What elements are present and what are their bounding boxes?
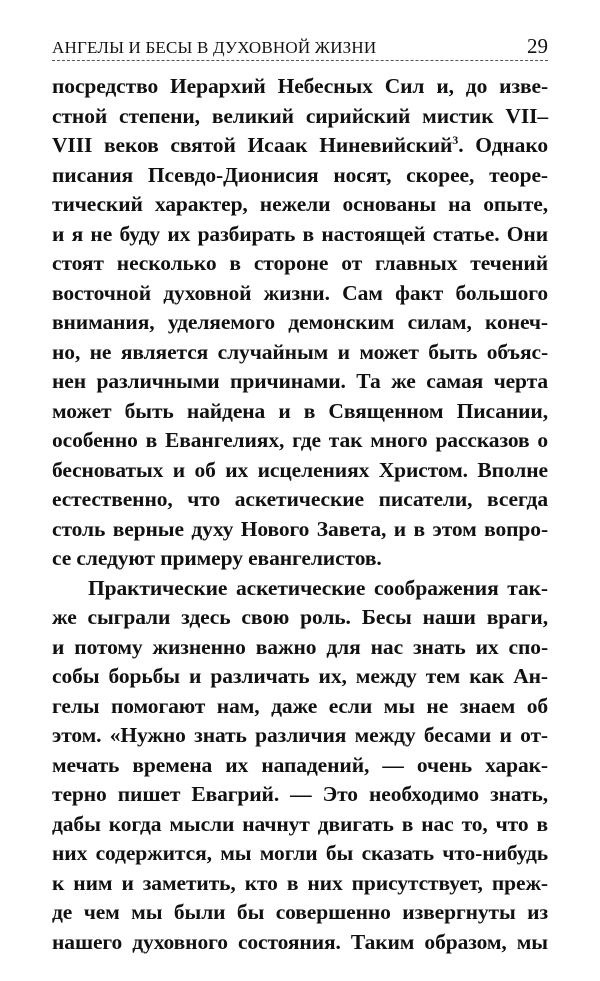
line-text: де чем мы были бы совершенно извергнуты из <box>52 900 548 924</box>
line-text: мечать времена их нападений, — очень харак- <box>52 752 548 777</box>
line-text: них содержится, мы могли бы сказать что-нибудь <box>52 841 548 865</box>
line-text: писания Псевдо-Дионисия носят, скорее, теоре- <box>52 162 548 187</box>
text-line <box>52 485 548 515</box>
text-line <box>52 456 548 486</box>
text-line <box>52 161 548 191</box>
paragraph <box>52 72 548 574</box>
text-line <box>52 692 548 722</box>
line-text: восточной духовной жизни. Сам факт большого <box>52 280 548 305</box>
line-text: столь верные духу Нового Завета, и в этом вопро- <box>52 516 548 541</box>
text-line <box>52 367 548 397</box>
text-line <box>52 574 548 604</box>
text-line <box>52 308 548 338</box>
footnote-ref[interactable]: 3 <box>452 132 459 147</box>
line-text: стной степени, великий сирийский мистик VII– <box>52 103 548 128</box>
line-text: дабы когда мысли начнут двигать в нас то, что в <box>52 811 548 836</box>
running-title: АНГЕЛЫ И БЕСЫ В ДУХОВНОЙ ЖИЗНИ <box>52 38 377 57</box>
line-text: внимания, уделяемого демонским силам, конеч- <box>52 310 548 334</box>
text-line <box>52 397 548 427</box>
text-line <box>52 72 548 102</box>
running-header <box>52 36 548 61</box>
text-line <box>52 662 548 692</box>
text-line <box>52 249 548 279</box>
paragraph <box>52 574 548 958</box>
line-text: же сыграли здесь свою роль. Бесы наши враги, <box>52 605 548 629</box>
page-number: 29 <box>527 34 548 58</box>
text-line <box>52 279 548 309</box>
line-text: и я не буду их разбирать в настоящей статье. Они <box>52 221 548 246</box>
line-text: бесноватых и об их исцелениях Христом. Вполне <box>52 457 548 482</box>
text-line <box>52 544 548 574</box>
page-body <box>52 72 548 957</box>
line-text: тический характер, нежели основаны на опыте, <box>52 192 548 216</box>
text-line <box>52 839 548 869</box>
line-text: нен различными причинами. Та же самая черта <box>52 369 548 393</box>
line-text: гелы помогают нам, даже если мы не знаем об <box>52 693 548 718</box>
text-line <box>52 928 548 958</box>
text-line <box>52 603 548 633</box>
line-text: терно пишет Евагрий. — Это необходимо знать, <box>52 782 548 806</box>
line-text: но, не является случайным и может быть объяс- <box>52 339 548 364</box>
text-line <box>52 190 548 220</box>
line-text: нашего духовного состояния. Таким образом, мы <box>52 929 548 954</box>
line-text: се следуют примеру евангелистов. <box>52 546 382 570</box>
text-line <box>52 810 548 840</box>
text-line <box>52 751 548 781</box>
line-text: и потому жизненно важно для нас знать их спо- <box>52 634 548 659</box>
text-line <box>52 220 548 250</box>
line-text: посредство Иерархий Небесных Сил и, до изве- <box>52 74 548 98</box>
line-text: этом. «Нужно знать различия между бесами и от- <box>52 723 548 747</box>
line-text: к ним и заметить, кто в них присутствует, преж- <box>52 870 548 895</box>
text-line <box>52 780 548 810</box>
text-line <box>52 721 548 751</box>
line-text: стоят несколько в стороне от главных течений <box>52 251 548 275</box>
text-line <box>52 102 548 132</box>
line-text: VIII веков святой Исаак Ниневийский <box>52 133 453 157</box>
text-line <box>52 633 548 663</box>
text-line <box>52 426 548 456</box>
line-text: может быть найдена и в Священном Писании, <box>52 398 548 423</box>
line-text: Практические аскетические соображения так- <box>88 575 548 600</box>
line-text: . Однако <box>458 133 548 157</box>
text-line <box>52 338 548 368</box>
text-line <box>52 515 548 545</box>
text-line <box>52 898 548 928</box>
text-line <box>52 869 548 899</box>
line-text: собы борьбы и различать их, между тем как Ан- <box>52 664 548 688</box>
line-text: особенно в Евангелиях, где так много рассказов о <box>52 428 548 452</box>
line-text: естественно, что аскетические писатели, всегда <box>52 487 548 511</box>
text-line <box>52 131 548 161</box>
